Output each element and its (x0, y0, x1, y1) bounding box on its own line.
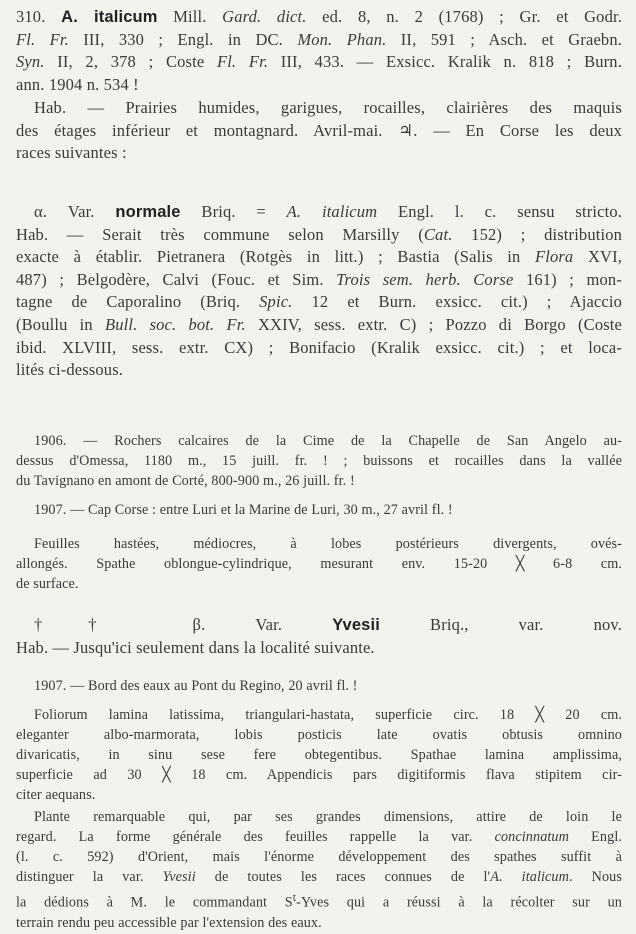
text-run: A. italicum (490, 869, 569, 885)
text-line (16, 676, 622, 696)
text-run: 161) ; mon- (513, 269, 622, 289)
text-run: XVI, (573, 247, 622, 267)
text-line (16, 745, 622, 765)
var-beta-obs-1907 (16, 676, 622, 696)
text-run: Plante remarquable qui, par ses grandes dimensions, attire de loin le (34, 809, 622, 825)
text-run: Cat. (423, 224, 453, 244)
text-run: Hab. — Prairies humides, garigues, rocailles, clairières des maquis (34, 98, 622, 117)
text-run: (Boullu in (16, 314, 105, 334)
text-run: A. italicum (61, 8, 158, 26)
text-line (16, 201, 622, 224)
text-run: Spic. (259, 292, 293, 312)
text-line (16, 637, 622, 660)
text-run: Flora (535, 247, 574, 267)
text-run: citer aequans. (16, 787, 96, 803)
text-run: Briq. = (180, 202, 287, 221)
text-run: du Tavignano en amont de Corté, 800-900 m., 26 juill. fr. ! (16, 473, 355, 489)
text-run: divaricatis, in sinu sese fere obtegentibus. Spathae lamina amplissima, (16, 747, 622, 763)
text-run: Syn. (16, 52, 45, 72)
text-run: Mon. Phan. (297, 29, 387, 49)
text-run: Mill. (157, 7, 223, 26)
text-run: de surface. (16, 576, 79, 592)
var-beta-remark (16, 807, 622, 933)
text-run: A. italicum (286, 202, 378, 221)
text-run: Yvesii (162, 869, 196, 885)
text-run: XXIV, sess. extr. C) ; Pozzo di Borgo (Coste (245, 314, 622, 334)
text-run: ed. 8, n. 2 (1768) ; Gr. et Godr. (306, 7, 622, 26)
text-run: †† β. Var. (34, 615, 333, 634)
text-run: 152) ; distribution (452, 224, 622, 244)
text-run: Fl. Fr. (16, 29, 69, 49)
text-line (16, 29, 622, 52)
text-run: 1907. — Bord des eaux au Pont du Regino, 20 avril fl. ! (34, 678, 358, 694)
text-run: 1906. — Rochers calcaires de la Cime de la Chapelle de San Angelo au- (34, 433, 622, 449)
text-line (16, 765, 622, 785)
text-run: Engl. l. c. sensu stricto. (377, 202, 622, 221)
text-line (16, 913, 622, 933)
text-run: allongés. Spathe oblongue-cylindrique, mesurant env. 15-20 ╳ 6-8 cm. (16, 556, 622, 572)
text-run: Briq., var. nov. (379, 615, 622, 634)
text-run: III, 330 ; Engl. in DC. (68, 29, 298, 49)
text-line (16, 451, 622, 471)
text-line (16, 614, 622, 637)
text-run: de toutes les races connues de l' (195, 869, 491, 885)
text-line (16, 51, 622, 74)
text-line (16, 827, 622, 847)
text-line (16, 574, 622, 594)
text-run: distinguer la var. (16, 869, 163, 885)
text-run: II, 2, 378 ; Coste (44, 52, 217, 72)
text-run: lités ci-dessous. (16, 360, 124, 380)
text-line (16, 867, 622, 887)
text-line (16, 554, 622, 574)
text-line (16, 807, 622, 827)
text-run: terrain rendu peu accessible par l'extension des eaux. (16, 914, 322, 931)
text-run: Foliorum lamina latissima, triangulari-hastata, superficie circ. 18 ╳ 20 cm. (34, 707, 622, 723)
text-run: -Yves qui a réussi à la récolter sur un (296, 894, 622, 911)
text-line (16, 224, 622, 247)
text-run: 1907. — Cap Corse : entre Luri et la Marine de Luri, 30 m., 27 avril fl. ! (34, 502, 453, 518)
var-alpha-obs-1906 (16, 431, 622, 491)
var-alpha-block (16, 201, 622, 382)
text-run: (l. c. 592) d'Orient, mais l'énorme développement des spathes suffit à (16, 849, 622, 865)
text-run: eleganter albo-marmorata, lobis posticis late ovatis obtusis omnino (16, 727, 622, 743)
text-run: dessus d'Omessa, 1180 m., 15 juill. fr. ! ; buissons et rocailles dans la vallée (16, 453, 622, 469)
text-run: regard. La forme générale des feuilles rappelle la var. (16, 829, 495, 845)
text-run: exacte à établir. Pietranera (Rotgès in litt.) ; Bastia (Salis in (16, 247, 535, 267)
var-beta-block (16, 614, 622, 659)
text-run: Feuilles hastées, médiocres, à lobes postérieurs divergents, ovés- (34, 536, 622, 552)
text-line (16, 6, 622, 29)
text-run: ann. 1904 n. 534 ! (16, 74, 139, 94)
text-run: Hab. — Jusqu'ici seulement dans la localité suivante. (16, 637, 375, 657)
text-run: Trois sem. herb. Corse (336, 269, 514, 289)
text-run: . Nous (568, 869, 622, 885)
text-line (16, 97, 622, 120)
text-run: 487) ; Belgodère, Calvi (Fouc. et Sim. (16, 269, 337, 289)
text-run: Hab. — Serait très commune selon Marsilly ( (16, 224, 424, 244)
text-run: 310. (16, 7, 62, 26)
text-line (16, 705, 622, 725)
var-alpha-obs-1907 (16, 500, 622, 520)
text-line (16, 246, 622, 269)
text-line (16, 359, 622, 382)
text-line (16, 74, 622, 97)
text-run: normale (115, 203, 181, 221)
text-run: races suivantes : (16, 143, 127, 163)
text-run: des étages inférieur et montagnard. Avril-mai. ♃. — En Corse les deux (16, 120, 622, 140)
text-run: III, 433. — Exsicc. Kralik n. 818 ; Burn. (268, 52, 622, 72)
text-line (16, 887, 622, 913)
text-run: concinnatum (494, 829, 569, 845)
text-run: 12 et Burn. exsicc. cit.) ; Ajaccio (292, 292, 622, 312)
text-line (16, 534, 622, 554)
entry-310-habitat (16, 97, 622, 165)
text-line (16, 314, 622, 337)
text-line (16, 471, 622, 491)
var-alpha-description (16, 534, 622, 594)
text-run: Fl. Fr. (216, 52, 269, 72)
text-run: Yvesii (332, 616, 380, 634)
text-run: superficie ad 30 ╳ 18 cm. Appendicis pars digitiformis flava stipitem cir- (16, 767, 622, 783)
text-line (16, 337, 622, 360)
text-run: la dédions à M. le commandant S (16, 894, 293, 911)
text-line (16, 269, 622, 292)
text-run: Engl. (568, 829, 622, 845)
text-run: Bull. soc. bot. Fr. (105, 314, 246, 334)
text-run: II, 591 ; Asch. et Graebn. (386, 29, 622, 49)
text-line (16, 142, 622, 165)
var-beta-latin-diagnosis (16, 705, 622, 805)
text-line (16, 500, 622, 520)
entry-310-heading (16, 6, 622, 96)
text-run: ibid. XLVIII, sess. extr. CX) ; Bonifacio (Kralik exsicc. cit.) ; et loca- (16, 337, 622, 357)
text-run: tagne de Caporalino (Briq. (16, 292, 260, 312)
text-run: t (292, 890, 297, 904)
text-line (16, 120, 622, 143)
text-run: α. Var. (34, 202, 116, 221)
text-line (16, 847, 622, 867)
text-line (16, 431, 622, 451)
text-line (16, 291, 622, 314)
text-line (16, 725, 622, 745)
text-run: Gard. dict. (222, 7, 307, 26)
text-line (16, 785, 622, 805)
